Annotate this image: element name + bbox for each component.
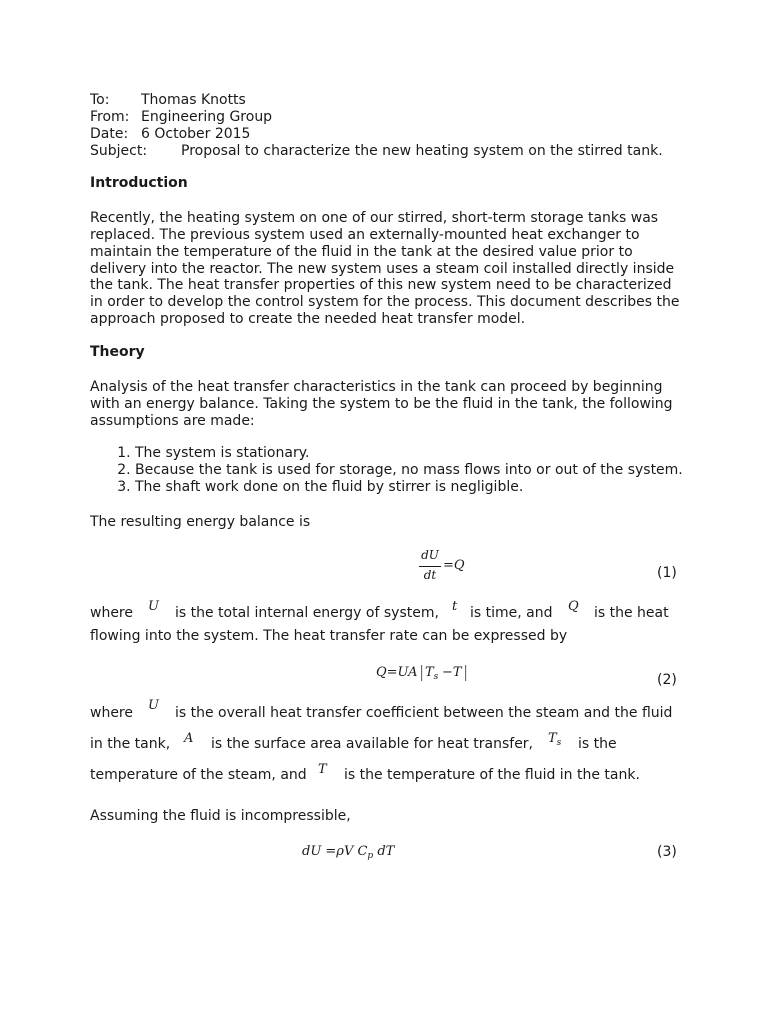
theory-heading: Theory bbox=[90, 344, 145, 360]
where2-line2-a: in the tank, bbox=[90, 736, 171, 752]
symbol-t: T bbox=[318, 762, 327, 777]
intro-line: delivery into the reactor. The new system uses a steam coil installed directly inside bbox=[90, 261, 675, 277]
assumptions-list bbox=[90, 445, 683, 496]
where1-text-3: is the heat bbox=[594, 605, 669, 621]
where1-line-2: flowing into the system. The heat transfer rate can be expressed by bbox=[90, 628, 568, 644]
theory-intro-line: assumptions are made: bbox=[90, 413, 255, 429]
eq1-denominator: dt bbox=[423, 568, 437, 582]
memo-subject-label: Subject: bbox=[90, 143, 148, 159]
memo-to-label: To: bbox=[90, 92, 110, 108]
memo-date-value: 6 October 2015 bbox=[141, 126, 251, 142]
memo-from-value: Engineering Group bbox=[141, 109, 273, 125]
where1-text-2: is time, and bbox=[470, 605, 553, 621]
eq2-lhs: Q=UA bbox=[376, 665, 418, 680]
intro-line: replaced. The previous system used an externally-mounted heat exchanger to bbox=[90, 227, 640, 243]
theory-intro-line: Analysis of the heat transfer characteristics in the tank can proceed by beginning bbox=[90, 379, 663, 395]
symbol-u: U bbox=[148, 599, 159, 614]
intro-line: approach proposed to create the needed heat transfer model. bbox=[90, 311, 526, 327]
where2-word: where bbox=[90, 705, 133, 721]
where1-word: where bbox=[90, 605, 133, 621]
eq2-number: (2) bbox=[657, 672, 677, 688]
where2-line3-a: temperature of the steam, and bbox=[90, 767, 307, 783]
memo-from-label: From: bbox=[90, 109, 130, 125]
eq2-ts: $T_s$ bbox=[425, 665, 439, 682]
eq1-rhs: =Q bbox=[443, 558, 465, 573]
eq2-abs-bar-right: | bbox=[463, 662, 469, 681]
intro-line: maintain the temperature of the fluid in the tank at the desired value prior to bbox=[90, 244, 633, 260]
eq3-number: (3) bbox=[657, 844, 677, 860]
symbol-q: Q bbox=[568, 599, 579, 614]
intro-line: in order to develop the control system for the process. This document describes the bbox=[90, 294, 680, 310]
theory-intro-line: with an energy balance. Taking the system to be the fluid in the tank, the following bbox=[90, 396, 673, 412]
symbol-ts: $T_s$ bbox=[548, 731, 562, 748]
where2-line2-c: is the bbox=[578, 736, 617, 752]
intro-line: Recently, the heating system on one of our stirred, short-term storage tanks was bbox=[90, 210, 659, 226]
assumption-item: 1. The system is stationary. bbox=[135, 445, 683, 462]
symbol-u: U bbox=[148, 698, 159, 713]
where2-line2-b: is the surface area available for heat transfer, bbox=[211, 736, 534, 752]
eq1-number: (1) bbox=[657, 565, 677, 581]
eq1-fraction-bar bbox=[419, 566, 441, 567]
memo-date-label: Date: bbox=[90, 126, 129, 142]
introduction-heading: Introduction bbox=[90, 175, 188, 191]
where2-line3-b: is the temperature of the fluid in the tank. bbox=[344, 767, 640, 783]
symbol-a: A bbox=[184, 731, 194, 746]
eq2-minus-t: −T bbox=[442, 665, 462, 680]
where2-text-1: is the overall heat transfer coefficient between the steam and the fluid bbox=[175, 705, 673, 721]
eq1-numerator: dU bbox=[421, 548, 439, 562]
where1-text-1: is the total internal energy of system, bbox=[175, 605, 439, 621]
intro-line: the tank. The heat transfer properties of this new system need to be characterized bbox=[90, 277, 672, 293]
energy-balance-text: The resulting energy balance is bbox=[90, 514, 311, 530]
memo-to-value: Thomas Knotts bbox=[141, 92, 246, 108]
memo-subject-value: Proposal to characterize the new heating system on the stirred tank. bbox=[181, 143, 663, 159]
assumption-item: 2. Because the tank is used for storage, no mass flows into or out of the system. bbox=[135, 462, 683, 479]
eq2-abs-bar-left: | bbox=[419, 662, 425, 681]
symbol-t: t bbox=[452, 599, 458, 614]
eq3-expression: dU =ρV $C_p$ dT bbox=[302, 844, 395, 861]
assumption-item: 3. The shaft work done on the fluid by stirrer is negligible. bbox=[135, 479, 683, 496]
incompressible-text: Assuming the fluid is incompressible, bbox=[90, 808, 351, 824]
